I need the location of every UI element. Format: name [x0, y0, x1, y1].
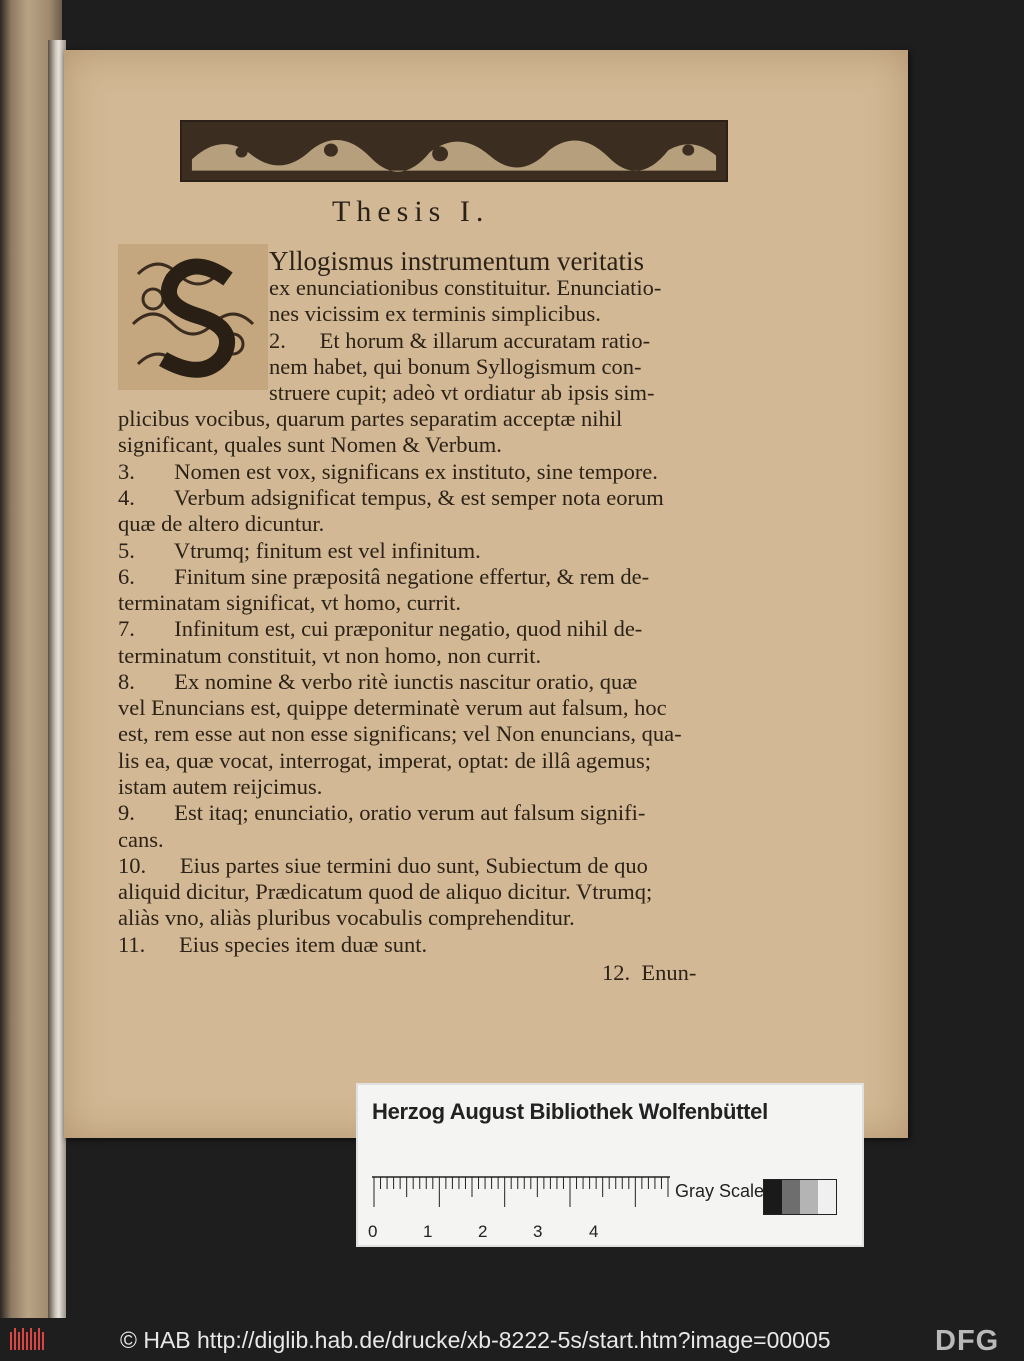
text-line-2: ex enunciationibus constituitur. Enunciatio- — [269, 275, 662, 300]
catchword: 12. Enun- — [602, 960, 697, 985]
ruler-number-1: 1 — [423, 1222, 433, 1241]
thesis-heading: Thesis I. — [332, 195, 490, 228]
library-name: Herzog August Bibliothek Wolfenbüttel — [372, 1099, 768, 1124]
color-checker-card — [356, 1083, 864, 1247]
text-line-27: 11. Eius species item duæ sunt. — [118, 932, 428, 957]
text-line-25: aliquid dicitur, Prædicatum quod de aliquo dicitur. Vtrumq; — [118, 879, 653, 904]
book-page — [64, 50, 908, 1138]
text-line-14: terminatam significat, vt homo, currit. — [118, 590, 462, 615]
text-line-18: vel Enuncians est, quippe determinatè verum aut falsum, hoc — [118, 695, 667, 720]
text-line-22: 9. Est itaq; enunciatio, oratio verum aut falsum signifi- — [118, 800, 646, 825]
text-line-26: aliàs vno, aliàs pluribus vocabulis comprehenditur. — [118, 905, 575, 930]
text-line-12: 5. Vtrumq; finitum est vel infinitum. — [118, 538, 481, 563]
gray-swatch-4 — [818, 1180, 836, 1214]
gray-swatch-1 — [764, 1180, 782, 1214]
text-line-17: 8. Ex nomine & verbo ritè iunctis nascitur oratio, quæ — [118, 669, 638, 694]
gray-swatch-2 — [782, 1180, 800, 1214]
dfg-logo: DFG — [935, 1325, 1000, 1357]
gray-scale-label: Gray Scale — [675, 1181, 765, 1201]
text-line-5: nem habet, qui bonum Syllogismum con- — [269, 354, 642, 379]
gray-swatch-3 — [800, 1180, 818, 1214]
source-link[interactable]: © HAB http://diglib.hab.de/drucke/xb-8222-5s/start.htm?image=00005 — [120, 1327, 831, 1353]
ruler-number-4: 4 — [589, 1222, 599, 1241]
text-line-4: 2. Et horum & illarum accuratam ratio- — [269, 328, 651, 353]
text-line-16: terminatum constituit, vt non homo, non currit. — [118, 643, 542, 668]
text-line-13: 6. Finitum sine præpositâ negatione effertur, & rem de- — [118, 564, 650, 589]
ruler-number-3: 3 — [533, 1222, 543, 1241]
text-line-6: struere cupit; adeò vt ordiatur ab ipsis sim- — [269, 380, 655, 405]
hab-barcode-logo-icon — [8, 1326, 46, 1354]
text-line-20: lis ea, quæ vocat, interrogat, imperat, optat: de illâ agemus; — [118, 748, 651, 773]
text-line-9: 3. Nomen est vox, significans ex instituto, sine tempore. — [118, 459, 658, 484]
text-line-3: nes vicissim ex terminis simplicibus. — [269, 301, 601, 326]
ruler-number-2: 2 — [478, 1222, 488, 1241]
ruler-number-0: 0 — [368, 1222, 378, 1241]
gray-scale-swatches — [763, 1179, 837, 1215]
text-line-10: 4. Verbum adsignificat tempus, & est semper nota eorum — [118, 485, 664, 510]
text-line-23: cans. — [118, 827, 164, 852]
text-line-19: est, rem esse aut non esse significans; vel Non enuncians, qua- — [118, 721, 682, 746]
measurement-ruler — [372, 1175, 670, 1211]
text-line-7: plicibus vocibus, quarum partes separatim acceptæ nihil — [118, 406, 623, 431]
text-line-21: istam autem reijcimus. — [118, 774, 323, 799]
decorated-initial-s — [118, 244, 268, 390]
text-line-11: quæ de altero dicuntur. — [118, 511, 325, 536]
ornamental-headpiece — [180, 120, 728, 182]
text-line-24: 10. Eius partes siue termini duo sunt, Subiectum de quo — [118, 853, 648, 878]
text-line-8: significant, quales sunt Nomen & Verbum. — [118, 432, 502, 457]
text-line-15: 7. Infinitum est, cui præponitur negatio, quod nihil de- — [118, 616, 643, 641]
text-line-1: Yllogismus instrumentum veritatis — [269, 246, 644, 276]
